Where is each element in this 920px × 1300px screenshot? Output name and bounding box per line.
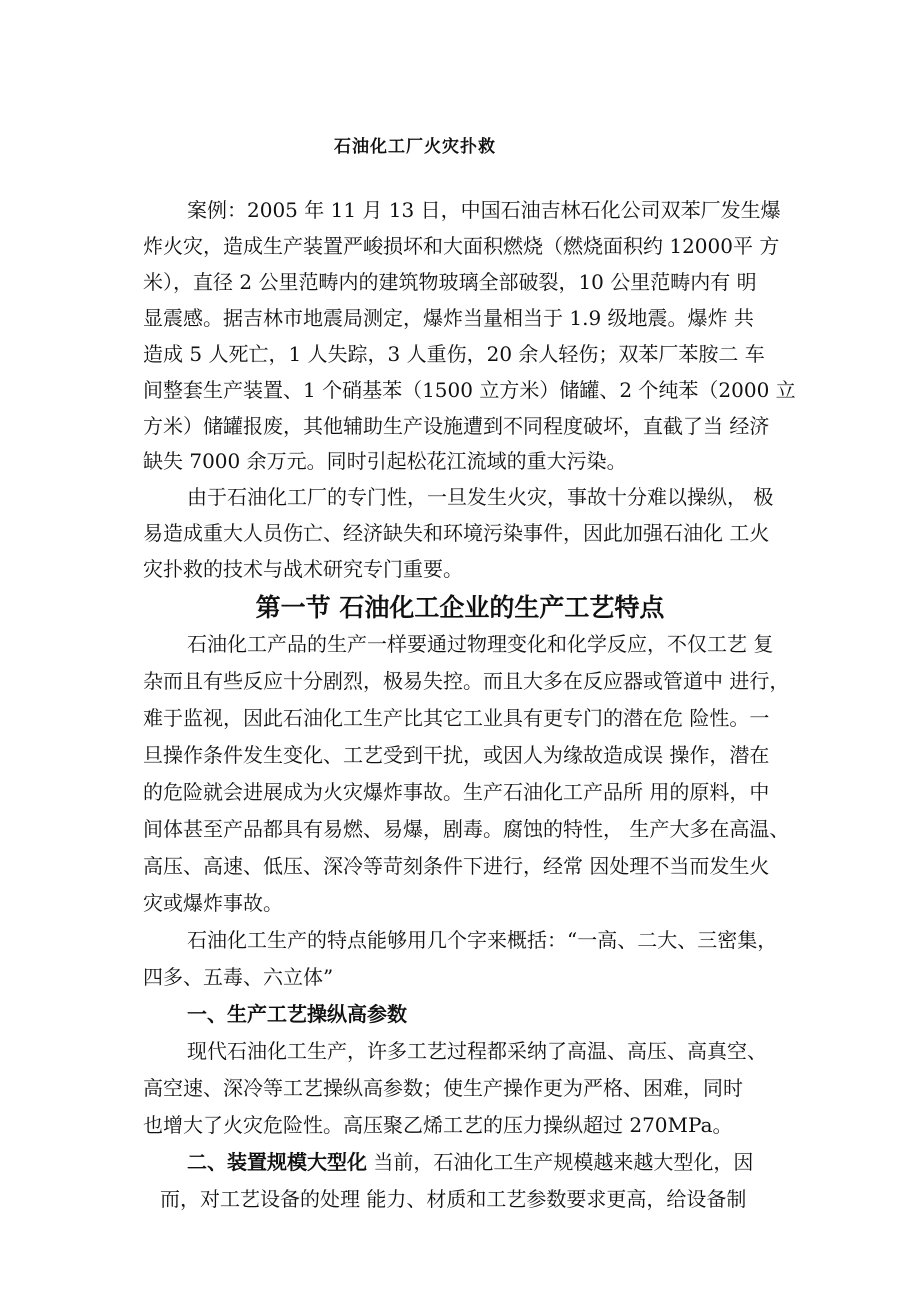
subheading-1: 一、生产工艺操纵高参数 bbox=[187, 1002, 407, 1026]
section-para1-line-5: 的危险就会进展成为火灾爆炸事故。生产石油化工产品所 用的原料，中 bbox=[143, 780, 770, 804]
case-line-4: 显震感。据吉林市地震局测定，爆炸当量相当于 1.9 级地震。爆炸 共 bbox=[143, 306, 754, 330]
intro-line-1: 由于石油化工厂的专门性，一旦发生火灾，事故十分难以操纵， 极 bbox=[187, 485, 774, 509]
case-line-2: 炸火灾，造成生产装置严峻损坏和大面积燃烧（燃烧面积约 12000平 方 bbox=[143, 234, 780, 258]
sub1-line-3: 也增大了火灾危险性。高压聚乙烯工艺的压力操纵超过 270MPa。 bbox=[143, 1113, 733, 1137]
sub2-first-line bbox=[187, 1148, 753, 1178]
section-para1-line-2: 杂而且有些反应十分剧烈，极易失控。而且大多在反应器或管道中 进行， bbox=[143, 669, 790, 693]
section-para1-line-6: 间体甚至产品都具有易燃、易爆，剧毒。腐蚀的特性， 生产大多在高温、 bbox=[143, 817, 790, 841]
section-para2-line-2: 四多、五毒、六立体” bbox=[143, 965, 334, 989]
subheading-2: 二、装置规模大型化 bbox=[187, 1150, 367, 1174]
case-line-1: 案例：2005 年 11 月 13 日，中国石油吉林石化公司双苯厂发生爆 bbox=[187, 198, 781, 222]
intro-line-3: 灾扑救的技术与战术研究专门重要。 bbox=[143, 557, 463, 581]
sub2-first-line-text: 当前，石油化工生产规模越来越大型化，因 bbox=[367, 1150, 754, 1174]
section-para2-line-1: 石油化工生产的特点能够用几个字来概括：“一高、二大、三密集， bbox=[187, 928, 778, 952]
section-para1-line-3: 难于监视，因此石油化工生产比其它工业具有更专门的潜在危 险性。一 bbox=[143, 706, 770, 730]
intro-line-2: 易造成重大人员伤亡、经济缺失和环境污染事件，因此加强石油化 工火 bbox=[143, 521, 770, 545]
document-title: 石油化工厂火灾扑救 bbox=[334, 137, 496, 157]
section-para1-line-8: 灾或爆炸事故。 bbox=[143, 891, 283, 915]
case-line-3: 米），直径 2 公里范畴内的建筑物玻璃全部破裂，10 公里范畴内有 明 bbox=[143, 270, 757, 294]
case-line-8: 缺失 7000 余万元。同时引起松花江流域的重大污染。 bbox=[143, 449, 627, 473]
sub1-line-2: 高空速、深冷等工艺操纵高参数；使生产操作更为严格、困难，同时 bbox=[143, 1076, 743, 1100]
sub1-line-1: 现代石油化工生产，许多工艺过程都采纳了高温、高压、高真空、 bbox=[187, 1039, 767, 1063]
case-line-5: 造成 5 人死亡，1 人失踪，3 人重伤，20 余人轻伤；双苯厂苯胺二 车 bbox=[143, 342, 765, 366]
section-heading: 第一节 石油化工企业的生产工艺特点 bbox=[255, 593, 665, 622]
section-para1-line-4: 旦操作条件发生变化、工艺受到干扰，或因人为缘故造成误 操作，潜在 bbox=[143, 743, 770, 767]
case-line-7: 方米）储罐报废，其他辅助生产设施遭到不同程度破坏，直截了当 经济 bbox=[143, 414, 770, 438]
section-para1-line-1: 石油化工产品的生产一样要通过物理变化和化学反应，不仅工艺 复 bbox=[187, 632, 774, 656]
sub2-line-2: 而，对工艺设备的处理 能力、材质和工艺参数要求更高，给设备制 bbox=[160, 1187, 747, 1211]
section-para1-line-7: 高压、高速、低压、深冷等苛刻条件下进行，经常 因处理不当而发生火 bbox=[143, 854, 770, 878]
case-line-6: 间整套生产装置、1 个硝基苯（1500 立方米）储罐、2 个纯苯（2000 立 bbox=[143, 378, 796, 402]
